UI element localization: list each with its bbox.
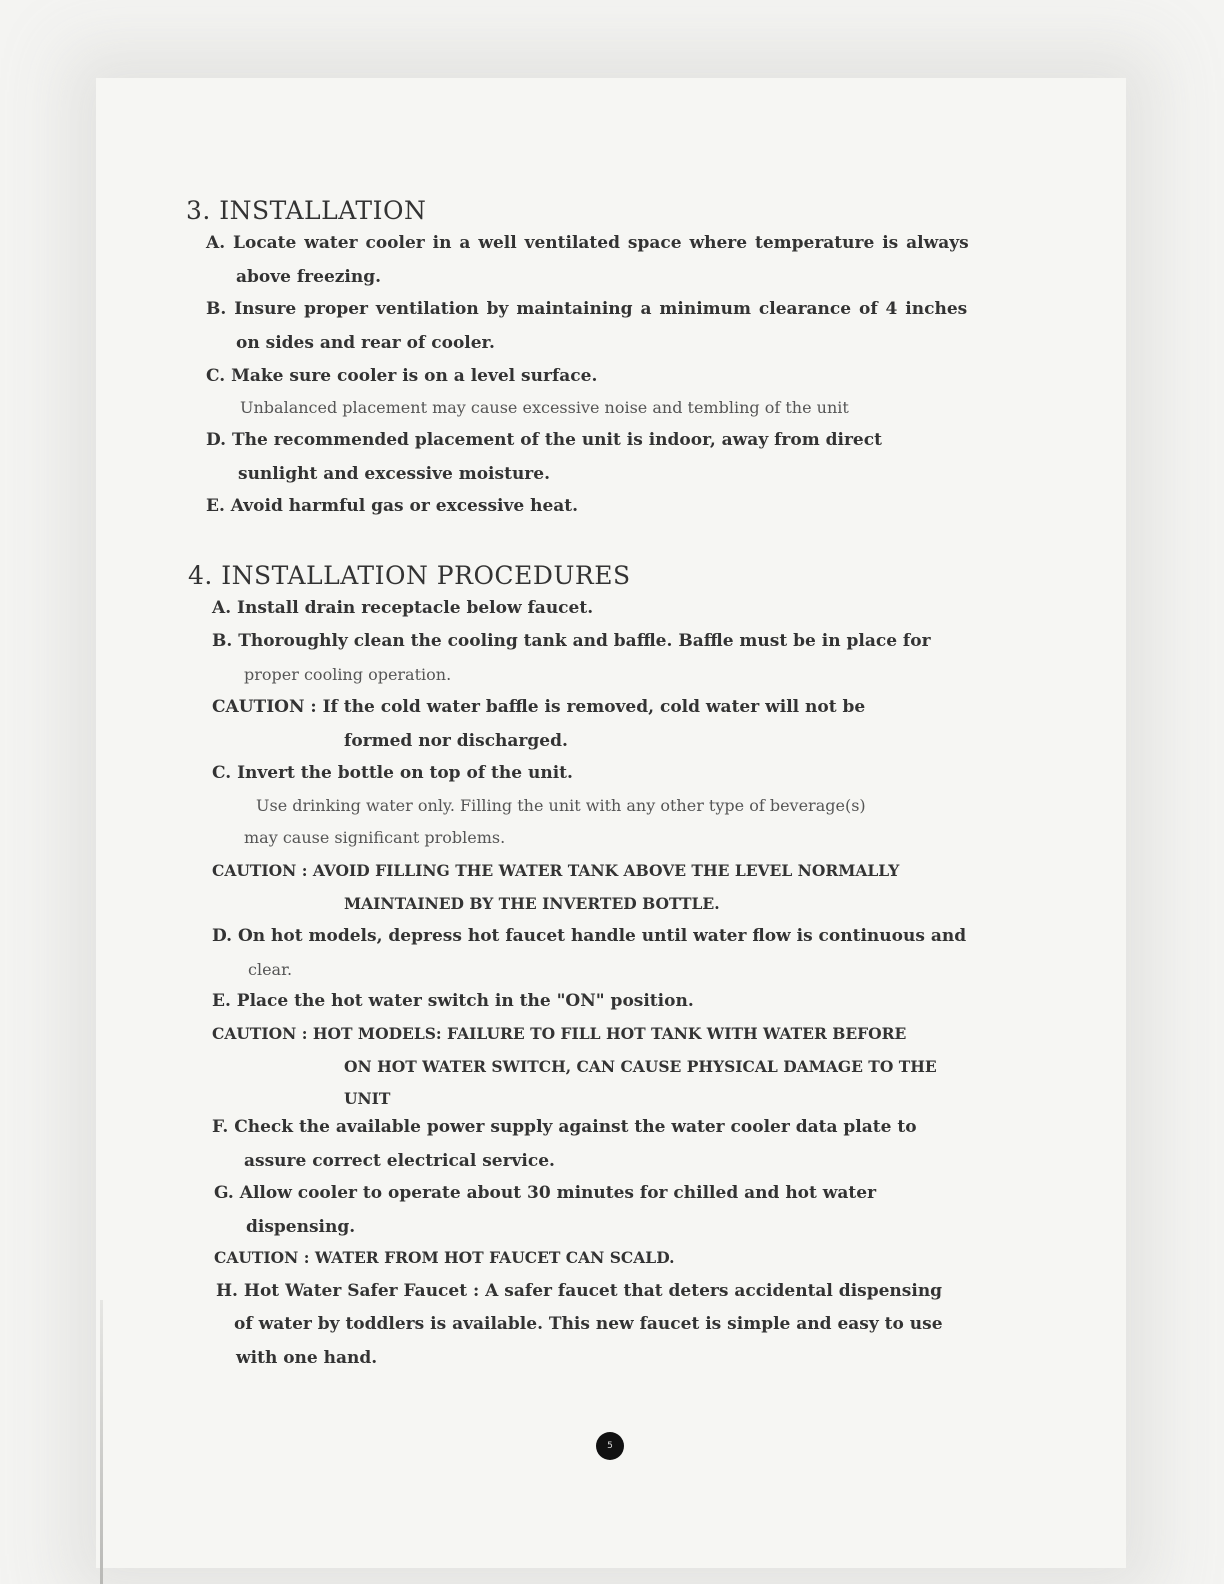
section-4-caution-2-line-1: CAUTION : AVOID FILLING THE WATER TANK ABOVE THE LEVEL NORMALLY (212, 861, 900, 880)
section-4-title: 4. INSTALLATION PROCEDURES (188, 561, 631, 590)
section-4-caution-4-line-1: CAUTION : WATER FROM HOT FAUCET CAN SCALD. (214, 1248, 675, 1267)
section-3-item-c-line-1: C. Make sure cooler is on a level surface. (206, 366, 598, 386)
section-4-item-d-line-2: clear. (248, 960, 293, 979)
section-3-item-d-line-2: sunlight and excessive moisture. (238, 464, 550, 484)
page-number: 5 (607, 1441, 613, 1451)
section-3-item-a-line-1: A. Locate water cooler in a well ventilated space where temperature is always (206, 233, 969, 253)
section-4-item-b-line-1: B. Thoroughly clean the cooling tank and baffle. Baffle must be in place for (212, 631, 931, 651)
section-4-caution-1-line-2: formed nor discharged. (344, 731, 568, 751)
section-3-title: 3. INSTALLATION (186, 196, 427, 225)
section-4-item-g-line-2: dispensing. (246, 1217, 356, 1237)
section-4-item-b-line-2: proper cooling operation. (244, 665, 452, 684)
section-4-item-h-line-1: H. Hot Water Safer Faucet : A safer faucet that deters accidental dispensing (216, 1281, 943, 1301)
section-4-item-e-line-1: E. Place the hot water switch in the "ON" position. (212, 991, 694, 1011)
section-4-item-h-line-2: of water by toddlers is available. This new faucet is simple and easy to use (234, 1314, 943, 1334)
section-4-item-c-note-1: Use drinking water only. Filling the unit with any other type of beverage(s) (256, 796, 866, 815)
section-3-item-e-line-1: E. Avoid harmful gas or excessive heat. (206, 496, 579, 516)
section-4-item-c-note-2: may cause significant problems. (244, 828, 506, 847)
section-4-caution-3-line-1: CAUTION : HOT MODELS: FAILURE TO FILL HOT TANK WITH WATER BEFORE (212, 1024, 907, 1043)
section-3-item-c-note: Unbalanced placement may cause excessive noise and tembling of the unit (240, 398, 849, 417)
section-3-item-a-line-2: above freezing. (236, 267, 382, 287)
section-4-item-f-line-2: assure correct electrical service. (244, 1151, 555, 1171)
section-4-item-d-line-1: D. On hot models, depress hot faucet handle until water flow is continuous and (212, 926, 967, 946)
section-4-item-c-line-1: C. Invert the bottle on top of the unit. (212, 763, 573, 783)
section-3-item-b-line-1: B. Insure proper ventilation by maintaining a minimum clearance of 4 inches (206, 299, 968, 319)
section-4-item-h-line-3: with one hand. (236, 1348, 378, 1368)
page-number-badge (596, 1432, 624, 1460)
section-4-caution-2-line-2: MAINTAINED BY THE INVERTED BOTTLE. (344, 894, 720, 913)
section-3-item-d-line-1: D. The recommended placement of the unit is indoor, away from direct (206, 430, 882, 450)
section-4-caution-3-line-2: ON HOT WATER SWITCH, CAN CAUSE PHYSICAL DAMAGE TO THE (344, 1057, 937, 1076)
section-3-item-b-line-2: on sides and rear of cooler. (236, 333, 495, 353)
section-4-item-a-line-1: A. Install drain receptacle below faucet. (212, 598, 594, 618)
section-4-caution-3-line-3: UNIT (344, 1089, 391, 1108)
section-4-item-f-line-1: F. Check the available power supply against the water cooler data plate to (212, 1117, 917, 1137)
section-4-caution-1-line-1: CAUTION : If the cold water baffle is removed, cold water will not be (212, 697, 866, 717)
section-4-item-g-line-1: G. Allow cooler to operate about 30 minutes for chilled and hot water (214, 1183, 877, 1203)
